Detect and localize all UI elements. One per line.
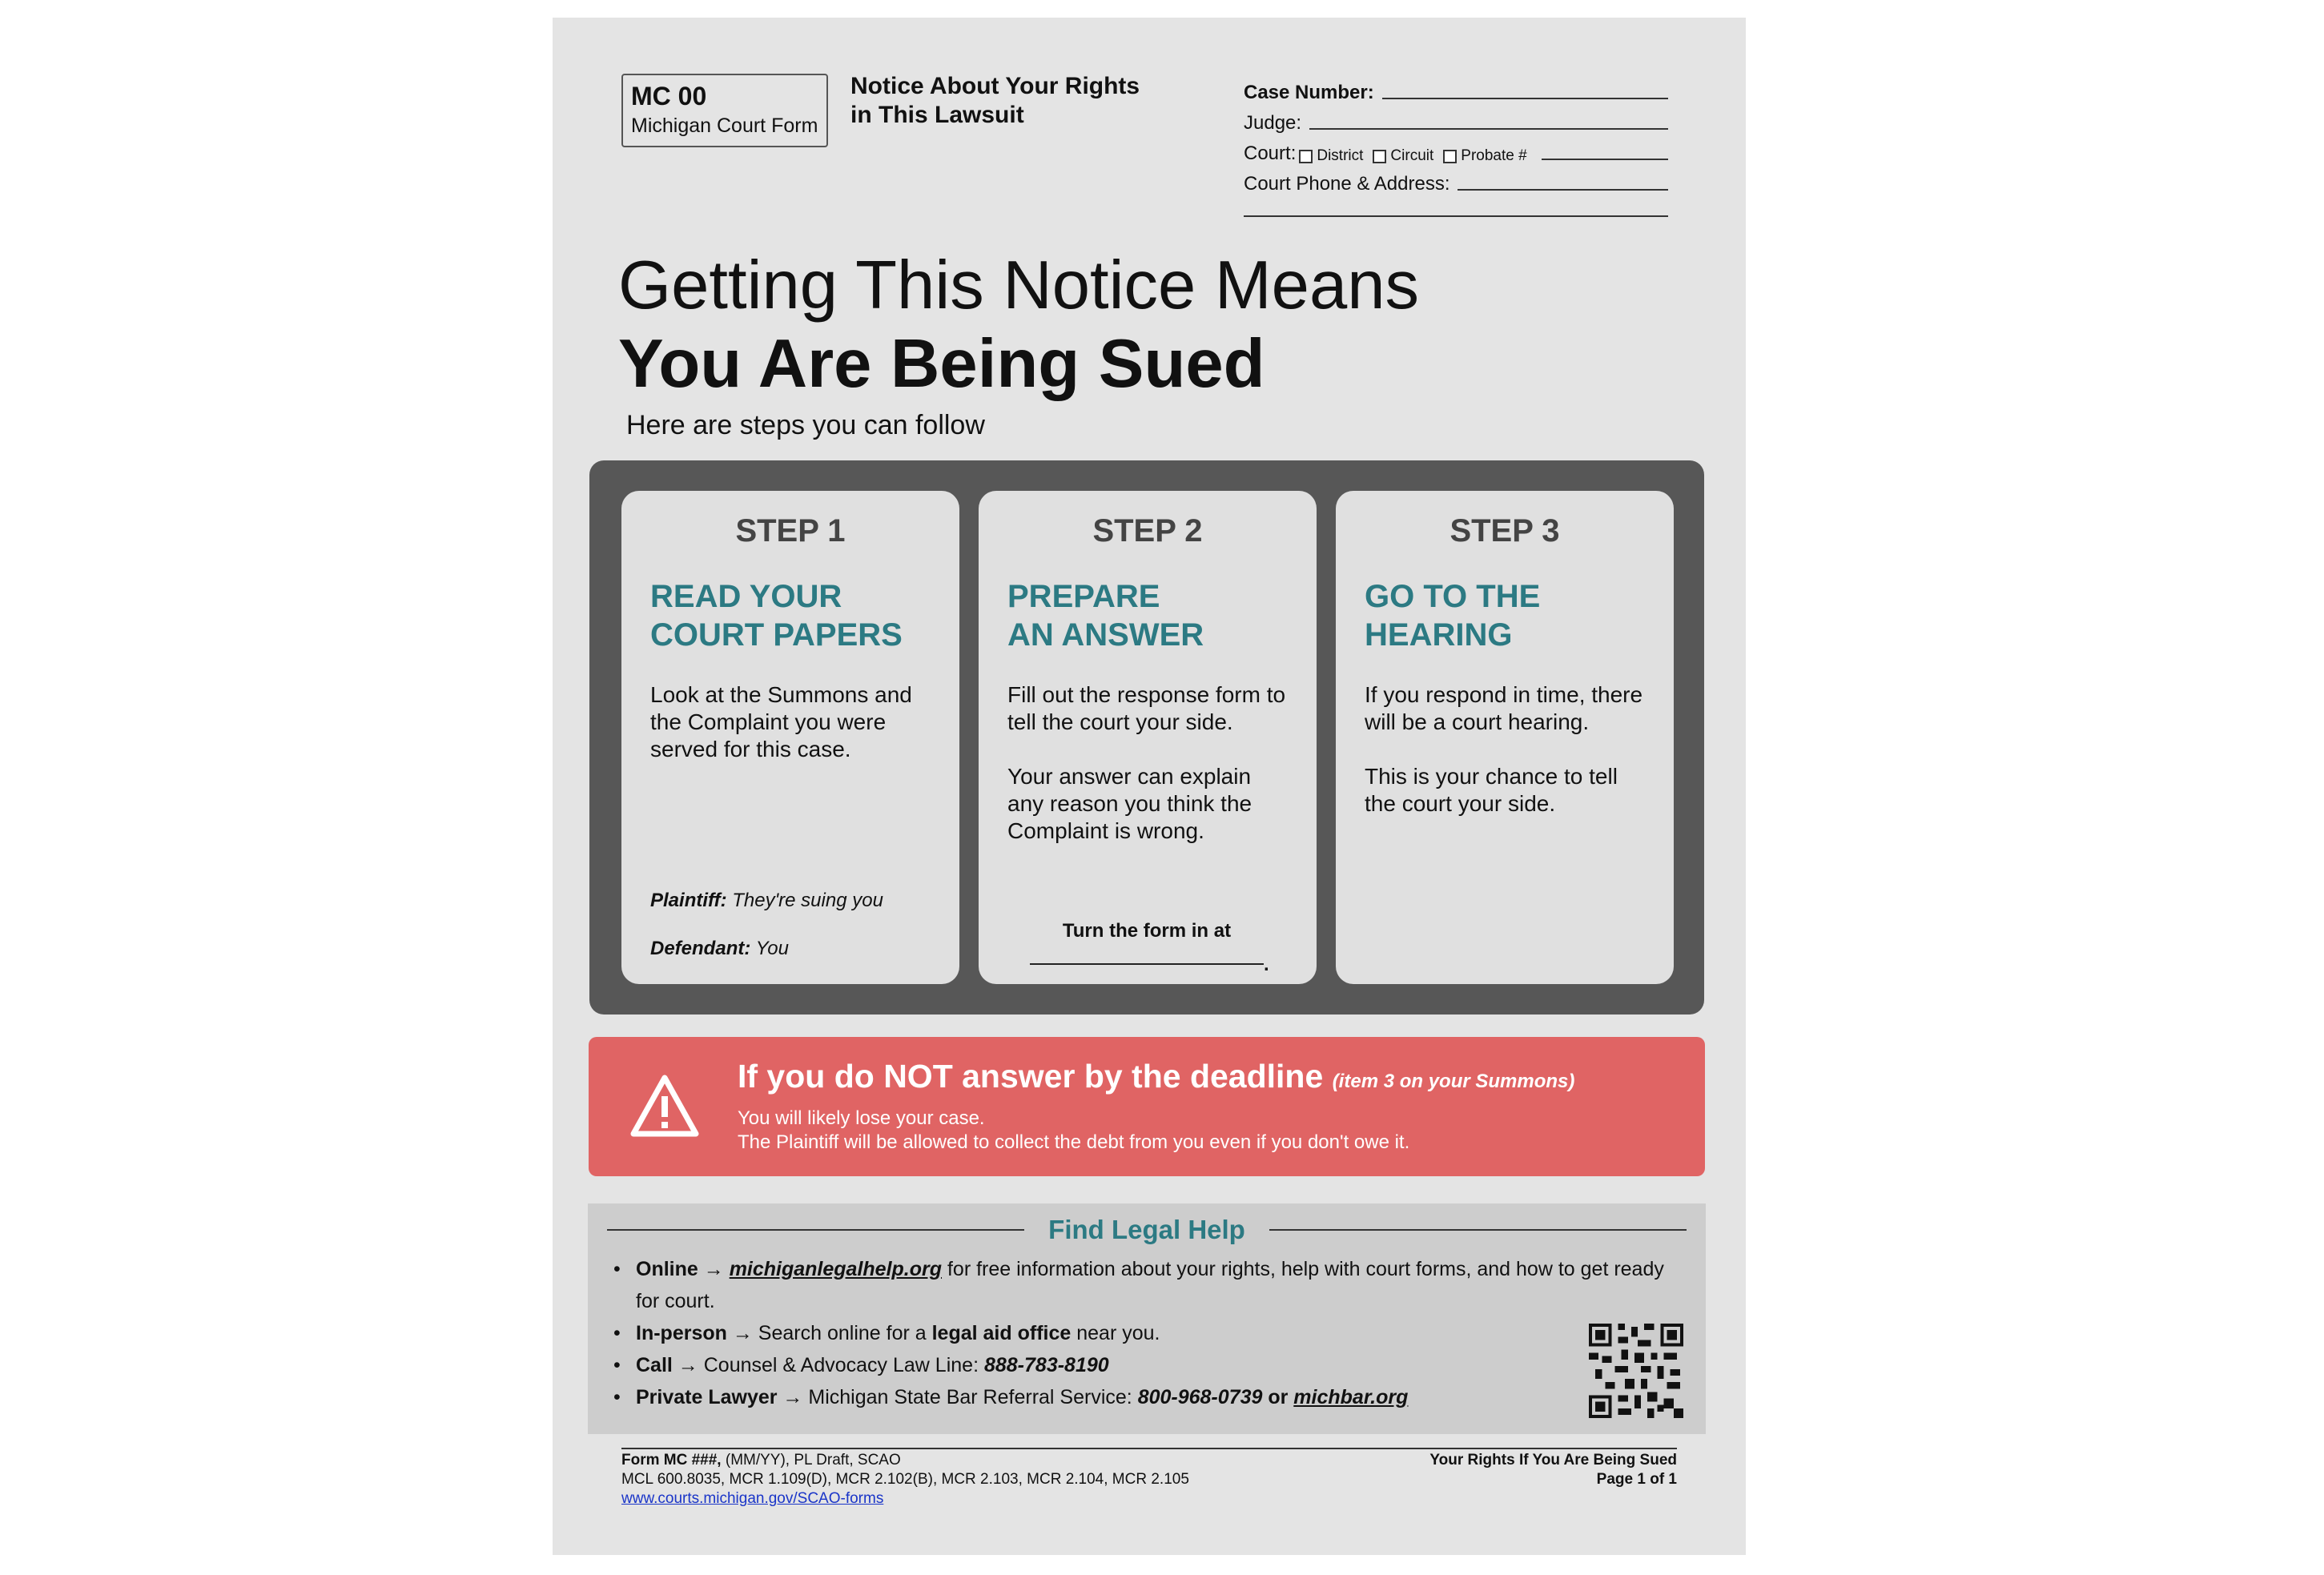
inperson-text-2: near you. xyxy=(1076,1322,1160,1344)
step-title xyxy=(1007,577,1288,654)
probate-number-line[interactable] xyxy=(1542,159,1668,160)
form-page xyxy=(553,18,1746,1555)
help-item-online xyxy=(613,1253,1687,1317)
turn-in-location-line[interactable] xyxy=(1030,963,1264,965)
michiganlegalhelp-link[interactable]: michiganlegalhelp.org xyxy=(729,1258,943,1280)
district-label: District xyxy=(1317,147,1364,164)
court-label: Court: xyxy=(1244,143,1297,164)
legal-help-header xyxy=(607,1211,1687,1248)
defendant-label: Defendant: xyxy=(650,938,751,959)
footer-form-line xyxy=(621,1451,1189,1470)
deadline-warning xyxy=(589,1037,1705,1176)
court-options xyxy=(1296,147,1533,165)
form-subtitle: Michigan Court Form xyxy=(631,115,818,137)
notice-title-line1: Notice About Your Rights xyxy=(850,73,1140,99)
scao-forms-link[interactable]: www.courts.michigan.gov/SCAO-forms xyxy=(621,1490,884,1507)
call-text: Counsel & Advocacy Law Line: xyxy=(703,1354,979,1376)
intro-text: Here are steps you can follow xyxy=(626,410,985,440)
legal-help-section xyxy=(588,1203,1706,1434)
court-field xyxy=(1244,135,1668,165)
defendant-text: You xyxy=(755,938,789,959)
law-line-phone[interactable]: 888-783-8190 xyxy=(983,1354,1109,1376)
step-number: STEP 3 xyxy=(1449,513,1560,548)
step-title xyxy=(1365,577,1645,654)
step-number: STEP 1 xyxy=(735,513,846,548)
private-lawyer-label: Private Lawyer → xyxy=(636,1386,803,1408)
step-card-1 xyxy=(621,491,959,984)
notice-title xyxy=(850,72,1187,130)
inperson-text-1: Search online for a xyxy=(758,1322,927,1344)
step-title-line2: AN ANSWER xyxy=(1007,617,1204,653)
call-label: Call → xyxy=(636,1354,698,1376)
warning-title xyxy=(738,1058,1574,1095)
court-option-district[interactable] xyxy=(1296,147,1363,165)
step-body-text: If you respond in time, there will be a court hearing. xyxy=(1365,682,1643,734)
judge-line[interactable] xyxy=(1309,128,1668,130)
step-title-line1: READ YOUR xyxy=(650,579,842,614)
circuit-checkbox[interactable] xyxy=(1373,150,1386,163)
case-number-label: Case Number: xyxy=(1244,82,1374,103)
plaintiff-definition xyxy=(650,890,883,912)
form-code: MC 00 xyxy=(631,82,707,110)
court-address-line-2[interactable] xyxy=(1244,215,1668,217)
plaintiff-text: They're suing you xyxy=(732,890,883,911)
court-option-probate[interactable] xyxy=(1440,147,1526,165)
form-id-box xyxy=(621,74,828,147)
divider xyxy=(1269,1229,1687,1231)
plaintiff-label: Plaintiff: xyxy=(650,890,727,911)
defendant-definition xyxy=(650,938,789,960)
footer-form-meta: (MM/YY), PL Draft, SCAO xyxy=(721,1452,901,1469)
warning-title-text: If you do NOT answer by the deadline xyxy=(738,1058,1324,1095)
step-title-line1: GO TO THE xyxy=(1365,579,1541,614)
step-title-line1: PREPARE xyxy=(1007,579,1160,614)
step-number: STEP 2 xyxy=(1092,513,1203,548)
private-lawyer-text: Michigan State Bar Referral Service: xyxy=(808,1386,1132,1408)
court-address-label: Court Phone & Address: xyxy=(1244,173,1450,195)
notice-title-line2: in This Lawsuit xyxy=(850,102,1024,128)
help-item-private-lawyer xyxy=(613,1381,1687,1413)
help-item-inperson xyxy=(613,1317,1687,1349)
case-number-field[interactable] xyxy=(1244,74,1668,104)
legal-help-title: Find Legal Help xyxy=(1048,1215,1245,1244)
qr-code-icon[interactable] xyxy=(1589,1324,1683,1418)
step-card-2 xyxy=(979,491,1317,984)
footer-citations: MCL 600.8035, MCR 1.109(D), MCR 2.102(B), MCR 2.103, MCR 2.104, MCR 2.105 xyxy=(621,1471,1189,1488)
footer-right xyxy=(1353,1451,1677,1489)
step-card-3 xyxy=(1336,491,1674,984)
online-label: Online → xyxy=(636,1258,724,1280)
bar-referral-phone[interactable]: 800-968-0739 xyxy=(1137,1386,1263,1408)
step-body-text: Look at the Summons and the Complaint you were served for this case. xyxy=(650,682,912,761)
warning-icon xyxy=(630,1074,699,1138)
inperson-label: In-person → xyxy=(636,1322,753,1344)
headline-line2: You Are Being Sued xyxy=(618,326,1265,402)
divider xyxy=(607,1229,1024,1231)
step-title-line2: HEARING xyxy=(1365,617,1513,653)
step-body xyxy=(1365,681,1645,818)
turn-in-label: Turn the form in at xyxy=(1062,920,1232,942)
warning-line-2: The Plaintiff will be allowed to collect the debt from you even if you don't owe it. xyxy=(738,1131,1410,1153)
warning-note: (item 3 on your Summons) xyxy=(1332,1071,1575,1092)
legal-help-list xyxy=(613,1253,1687,1413)
footer-page-number: Page 1 of 1 xyxy=(1596,1471,1677,1488)
case-number-line[interactable] xyxy=(1382,98,1668,99)
step-body-text: Fill out the response form to tell the court your side. xyxy=(1007,682,1286,734)
probate-label: Probate # xyxy=(1461,147,1527,164)
footer-doc-title: Your Rights If You Are Being Sued xyxy=(1429,1452,1677,1469)
step-body xyxy=(650,681,931,763)
case-fields xyxy=(1244,74,1668,195)
probate-checkbox[interactable] xyxy=(1443,150,1457,163)
circuit-label: Circuit xyxy=(1390,147,1434,164)
step-body-text-2: This is your chance to tell the court your side. xyxy=(1365,764,1618,816)
warning-line-1: You will likely lose your case. xyxy=(738,1107,985,1129)
court-option-circuit[interactable] xyxy=(1369,147,1433,165)
court-address-field[interactable] xyxy=(1244,165,1668,195)
step-body xyxy=(1007,681,1288,845)
steps-panel xyxy=(589,460,1704,1015)
michbar-link[interactable]: michbar.org xyxy=(1293,1386,1409,1408)
court-address-line[interactable] xyxy=(1458,189,1668,191)
step-title-line2: COURT PAPERS xyxy=(650,617,903,653)
district-checkbox[interactable] xyxy=(1299,150,1313,163)
online-text: for free information about your rights, help with court forms, and how to get ready for court. xyxy=(636,1258,1664,1312)
footer-left xyxy=(621,1451,1189,1509)
turn-in-period: . xyxy=(1264,954,1269,975)
help-item-call xyxy=(613,1349,1687,1381)
headline-line1: Getting This Notice Means xyxy=(618,247,1419,323)
judge-label: Judge: xyxy=(1244,112,1302,134)
judge-field[interactable] xyxy=(1244,104,1668,135)
step-title xyxy=(650,577,931,654)
step-body-text-2: Your answer can explain any reason you think the Complaint is wrong. xyxy=(1007,764,1252,843)
footer-divider xyxy=(621,1448,1677,1449)
footer-form-label: Form MC ###, xyxy=(621,1452,722,1469)
legal-aid-office-text: legal aid office xyxy=(931,1322,1072,1344)
or-text: or xyxy=(1268,1386,1289,1408)
